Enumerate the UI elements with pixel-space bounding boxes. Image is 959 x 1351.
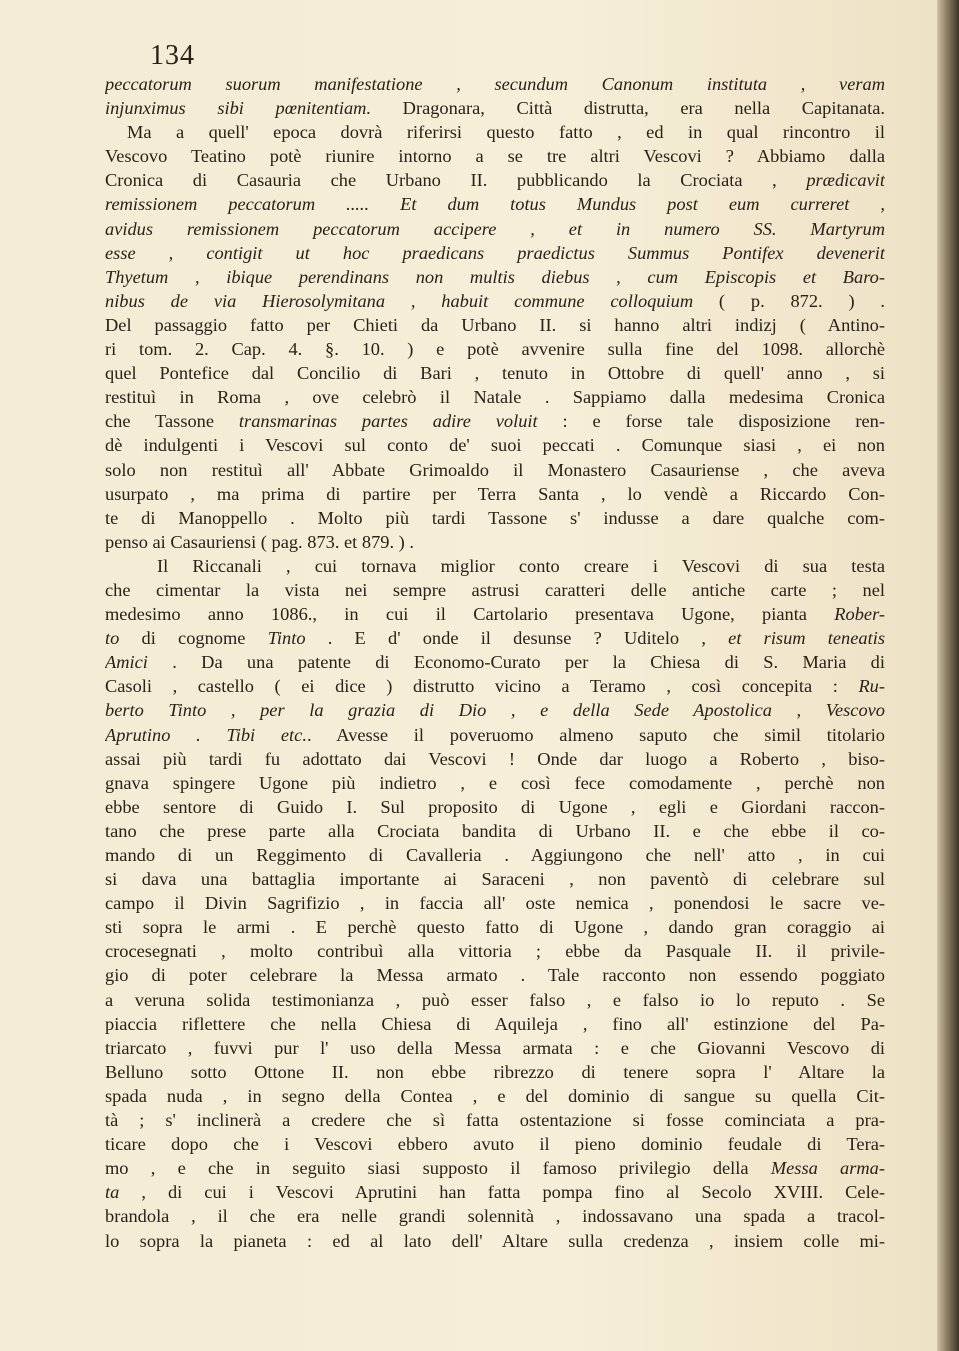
text-segment: ticare dopo che i Vescovi ebbero avuto il pieno dominio feudale di Tera- [105, 1134, 885, 1155]
text-segment: triarcato , fuvvi pur l' uso della Messa armata : e che Giovanni Vescovo di [105, 1037, 885, 1058]
text-line [105, 409, 885, 433]
italic-segment: transmarinas partes adire voluit [238, 411, 538, 432]
italic-segment: esse , contigit ut hoc praedicans praedictus Summus Pontifex devenerit [105, 242, 885, 263]
italic-segment: Ru- [858, 676, 885, 697]
text-segment: lo sopra la pianeta : ed al lato dell' Altare sulla credenza , insiem colle mi- [105, 1230, 885, 1251]
text-line [105, 1108, 885, 1132]
text-segment: Cronica di Casauria che Urbano II. pubblicando la Crociata , [105, 170, 807, 191]
text-line [105, 313, 885, 337]
text-segment: a veruna solida testimonianza , può esser falso , e falso io lo reputo . Se [105, 989, 885, 1010]
text-line [105, 988, 885, 1012]
text-line [105, 1132, 885, 1156]
text-segment: gio di poter celebrare la Messa armato . Tale racconto non essendo poggiato [105, 965, 885, 986]
text-segment: . E d' onde il desunse ? Uditelo , [305, 628, 729, 649]
body-text [105, 72, 885, 1253]
italic-segment: ta [105, 1182, 120, 1203]
text-line [105, 963, 885, 987]
text-segment: te di Manoppello . Molto più tardi Tassone s' indusse a dare qualche com- [105, 507, 885, 528]
text-segment: Del passaggio fatto per Chieti da Urbano II. si hanno altri indizj ( Antino- [105, 314, 885, 335]
italic-segment: to [105, 628, 120, 649]
text-line [105, 482, 885, 506]
text-line [105, 433, 885, 457]
text-line [105, 771, 885, 795]
text-segment: solo non restituì all' Abbate Grimoaldo il Monastero Casauriense , che aveva [105, 459, 885, 480]
italic-segment: avidus remissionem peccatorum accipere , et in numero SS. Martyrum [105, 218, 885, 239]
text-segment: Dragonara, Città distrutta, era nella Capitanata. [371, 98, 885, 119]
text-line [105, 650, 885, 674]
text-line [105, 289, 885, 313]
text-segment: Ma a quell' epoca dovrà riferirsi questo fatto , ed in qual rincontro il [127, 122, 885, 143]
italic-segment: Messa arma- [770, 1158, 885, 1179]
text-line [105, 602, 885, 626]
text-line [105, 1084, 885, 1108]
text-line [105, 1060, 885, 1084]
text-segment: tano che prese parte alla Crociata bandita di Urbano II. e che ebbe il co- [105, 820, 885, 841]
italic-segment: peccatorum suorum manifestatione , secundum Canonum instituta , veram [105, 74, 885, 94]
text-segment: tà ; s' inclinerà a credere che sì fatta ostentazione si fosse cominciata a pra- [105, 1110, 885, 1131]
book-spine-shadow [937, 0, 959, 1351]
text-line [105, 578, 885, 602]
text-line [105, 144, 885, 168]
text-line [105, 530, 885, 554]
text-line [105, 192, 885, 216]
text-segment: crocesegnati , molto contribuì alla vittoria ; ebbe da Pasquale II. il privile- [105, 941, 885, 962]
text-line [105, 819, 885, 843]
text-segment: che cimentar la vista nei sempre astrusi caratteri delle antiche carte ; nel [105, 579, 885, 600]
text-line [105, 361, 885, 385]
text-segment: brandola , il che era nelle grandi solennità , indossavano una spada a tracol- [105, 1206, 885, 1227]
text-segment: spada nuda , in segno della Contea , e del dominio di sangue su quella Cit- [105, 1085, 885, 1106]
text-line [105, 723, 885, 747]
text-segment: mo , e che in seguito siasi supposto il famoso privilegio della [105, 1158, 771, 1179]
text-line [105, 1204, 885, 1228]
text-segment: : e forse tale disposizione ren- [537, 411, 885, 432]
text-segment: che Tassone [105, 411, 239, 432]
text-segment: . Da una patente di Economo-Curato per la Chiesa di S. Maria di [147, 652, 885, 673]
italic-segment: Amici [105, 652, 148, 673]
italic-segment: Thyetum , ibique perendinans non multis diebus , cum Episcopis et Baro- [105, 266, 885, 287]
text-line [105, 506, 885, 530]
text-segment: usurpato , ma prima di partire per Terra Santa , lo vendè a Riccardo Con- [105, 483, 885, 504]
text-segment: piaccia riflettere che nella Chiesa di Aquileja , fino all' estinzione del Pa- [105, 1013, 885, 1034]
text-segment: Il Riccanali , cui tornava miglior conto creare i Vescovi di sua testa [157, 555, 885, 576]
text-line [105, 939, 885, 963]
text-line [105, 674, 885, 698]
italic-segment: berto Tinto , per la grazia di Dio , e della Sede Apostolica , Vescovo [105, 700, 885, 721]
text-segment: medesimo anno 1086., in cui il Cartolario presentava Ugone, pianta [105, 604, 835, 625]
italic-segment: nibus de via Hierosolymitana , habuit commune colloquium [105, 290, 694, 311]
text-line [105, 458, 885, 482]
text-line [105, 1012, 885, 1036]
italic-segment: Rober- [834, 604, 885, 625]
text-segment: , di cui i Vescovi Aprutini han fatta pompa fino al Secolo XVIII. Cele- [119, 1182, 885, 1203]
text-line [105, 1180, 885, 1204]
text-line [105, 891, 885, 915]
text-segment: si dava una battaglia importante ai Saraceni , non paventò di celebrare sul [105, 869, 885, 890]
text-line [105, 385, 885, 409]
text-line [105, 867, 885, 891]
text-segment: campo il Divin Sagrifizio , in faccia all' oste nemica , ponendosi le sacre ve- [105, 893, 885, 914]
text-line [105, 747, 885, 771]
text-segment: dè indulgenti i Vescovi sul conto de' suoi peccati . Comunque siasi , ei non [105, 435, 885, 456]
text-line [105, 241, 885, 265]
italic-segment: injunximus sibi pœnitentiam. [105, 98, 372, 119]
text-line [105, 337, 885, 361]
text-segment: Belluno sotto Ottone II. non ebbe ribrezzo di tenere sopra l' Altare la [105, 1061, 885, 1082]
text-line [105, 1036, 885, 1060]
text-line [105, 96, 885, 120]
text-segment: mando di un Reggimento di Cavalleria . Aggiungono che nell' atto , in cui [105, 845, 885, 865]
text-segment: restituì in Roma , ove celebrò il Natale . Sappiamo dalla medesima Cronica [105, 387, 885, 408]
text-line [105, 168, 885, 192]
text-segment: sti sopra le armi . E perchè questo fatto di Ugone , dando gran coraggio ai [105, 917, 885, 938]
text-line [105, 217, 885, 241]
text-line [105, 626, 885, 650]
text-segment: penso ai Casauriensi ( pag. 873. et 879. ) . [105, 531, 414, 552]
italic-segment: et risum teneatis [728, 628, 885, 649]
text-segment: ebbe sentore di Guido I. Sul proposito di Ugone , egli e Giordani raccon- [105, 796, 885, 817]
text-line [105, 698, 885, 722]
text-line [105, 120, 885, 144]
text-segment: Vescovo Teatino potè riunire intorno a se tre altri Vescovi ? Abbiamo dalla [105, 146, 885, 167]
text-line [105, 795, 885, 819]
italic-segment: prædicavit [806, 170, 885, 191]
text-line [105, 1229, 885, 1253]
text-segment: quel Pontefice dal Concilio di Bari , tenuto in Ottobre di quell' anno , si [105, 363, 885, 384]
text-line [105, 1156, 885, 1180]
text-segment: di cognome [119, 628, 268, 649]
italic-segment: Aprutino . Tibi etc. [105, 724, 307, 745]
text-segment: gnava spingere Ugone più indietro , e così fece comodamente , perchè non [105, 772, 885, 793]
text-segment: assai più tardi fu adottato dai Vescovi ! Onde dar luogo a Roberto , biso- [105, 748, 885, 769]
text-segment: ri tom. 2. Cap. 4. §. 10. ) e potè avvenire sulla fine del 1098. allorchè [105, 339, 885, 360]
text-line [105, 72, 885, 96]
text-line [105, 915, 885, 939]
text-line [105, 554, 885, 578]
text-line [105, 843, 885, 867]
page-number: 134 [150, 40, 195, 71]
text-line [105, 265, 885, 289]
italic-segment: Tinto [267, 628, 306, 649]
text-segment: Casoli , castello ( ei dice ) distrutto vicino a Teramo , così concepita : [105, 676, 859, 697]
text-segment: ( p. 872. ) . [693, 290, 885, 311]
text-segment: . Avesse il poveruomo almeno saputo che simil titolario [306, 724, 885, 745]
italic-segment: remissionem peccatorum ..... Et dum totus Mundus post eum curreret , [105, 194, 885, 215]
